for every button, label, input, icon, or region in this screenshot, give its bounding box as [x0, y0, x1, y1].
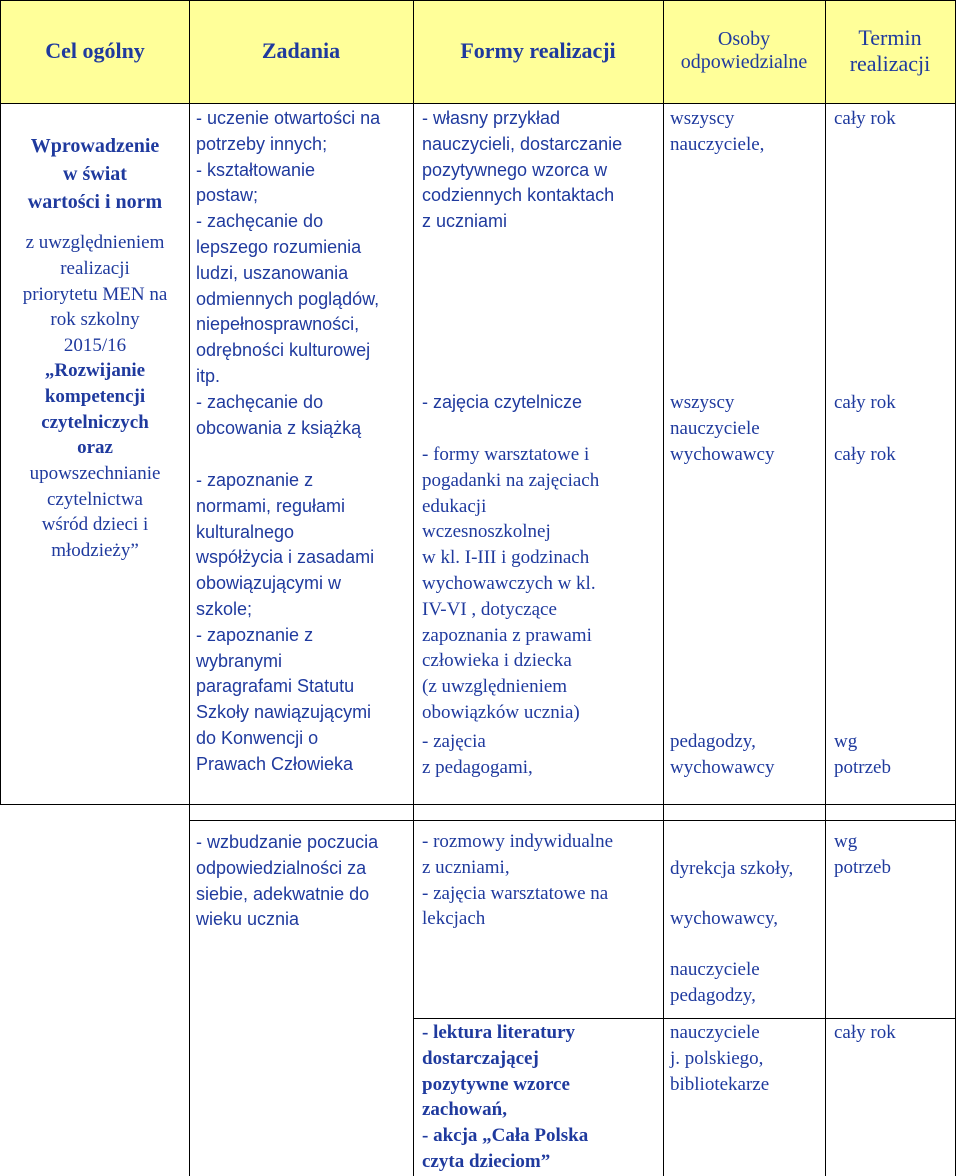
grid-line — [189, 0, 190, 1176]
header-goal: Cel ogólny — [45, 38, 145, 63]
term-5: wg potrzeb — [834, 831, 891, 878]
grid-line — [189, 820, 956, 821]
form-2: - zajęcia czytelnicze — [422, 392, 583, 412]
task-1: - uczenie otwartości na potrzeby innych; - kształtowanie postaw; - zachęcanie do lepszego rozumienia ludzi, uszanowania odmiennych poglądów, niepełnosprawności, odrębności kulturowej itp. — [196, 108, 381, 386]
goal-title: Wprowadzenie w świat wartości i norm — [27, 135, 163, 213]
goal-subtitle: z uwzględnieniem realizacji priorytetu MEN na rok szkolny 2015/16 — [22, 232, 168, 357]
form-4: - zajęcia z pedagogami, — [422, 731, 533, 778]
term-1: cały rok — [834, 108, 896, 129]
term-3: cały rok — [834, 444, 896, 465]
form-1: - własny przykład nauczycieli, dostarczanie pozytywnego wzorca w codziennych kontaktach z uczniami — [422, 108, 623, 232]
persons-3: wychowawcy — [670, 444, 775, 465]
form-5: - rozmowy indywidualne z uczniami, - zajęcia warsztatowe na lekcjach — [422, 831, 614, 930]
persons-6: nauczyciele j. polskiego, bibliotekarze — [670, 1022, 770, 1095]
header-term-label: Termin realizacji — [849, 25, 931, 76]
goal-priority-rest: upowszechnianie czytelnictwa — [29, 463, 161, 510]
persons-5c: nauczyciele pedagodzy, — [670, 959, 760, 1006]
term-4: wg potrzeb — [834, 731, 891, 778]
header-persons-label: Osoby odpowiedzialne — [680, 28, 808, 73]
persons-2: wszyscy nauczyciele — [670, 392, 760, 439]
term-2: cały rok — [834, 392, 896, 413]
persons-1: wszyscy nauczyciele, — [670, 108, 765, 155]
persons-4: pedagodzy, wychowawcy — [670, 731, 775, 778]
term-6: cały rok — [834, 1022, 896, 1043]
form-3: - formy warsztatowe i pogadanki na zajęciach edukacji wczesnoszkolnej w kl. I-III i godzinach wychowawczych w kl. IV-VI , dotyczące zapoznania z prawami człowieka i dziecka (z uwzględnieniem obowiązków ucznia) — [422, 444, 600, 723]
task-3: - zapoznanie z normami, regułami kulturalnego współżycia i zasadami obowiązującymi w szkole; - zapoznanie z wybranymi paragrafami Statutu Szkoły nawiązującymi do Konwencji o Prawach Człowieka — [196, 470, 375, 774]
header-forms: Formy realizacji — [460, 38, 616, 63]
form-6: - lektura literatury dostarczającej pozytywne wzorce zachowań, - akcja „Cała Polska czyta dzieciom” — [422, 1022, 589, 1172]
grid-line — [663, 0, 664, 1176]
grid-line — [413, 0, 414, 1176]
goal-priority-end: wśród dzieci i młodzieży” — [41, 514, 149, 561]
grid-line — [0, 0, 1, 804]
task-4: - wzbudzanie poczucia odpowiedzialności za siebie, adekwatnie do wieku ucznia — [196, 832, 379, 930]
header-persons — [664, 0, 824, 102]
persons-5b: wychowawcy, — [670, 908, 778, 929]
goal-priority: „Rozwijanie kompetencji czytelniczych oraz — [41, 360, 149, 459]
header-tasks: Zadania — [261, 38, 341, 63]
grid-line — [413, 1018, 956, 1019]
task-2: - zachęcanie do obcowania z książką — [196, 392, 362, 438]
grid-line — [825, 0, 826, 1176]
grid-line — [955, 0, 956, 1176]
persons-5a: dyrekcja szkoły, — [670, 858, 794, 879]
header-term — [826, 0, 954, 102]
grid-line — [0, 804, 956, 805]
